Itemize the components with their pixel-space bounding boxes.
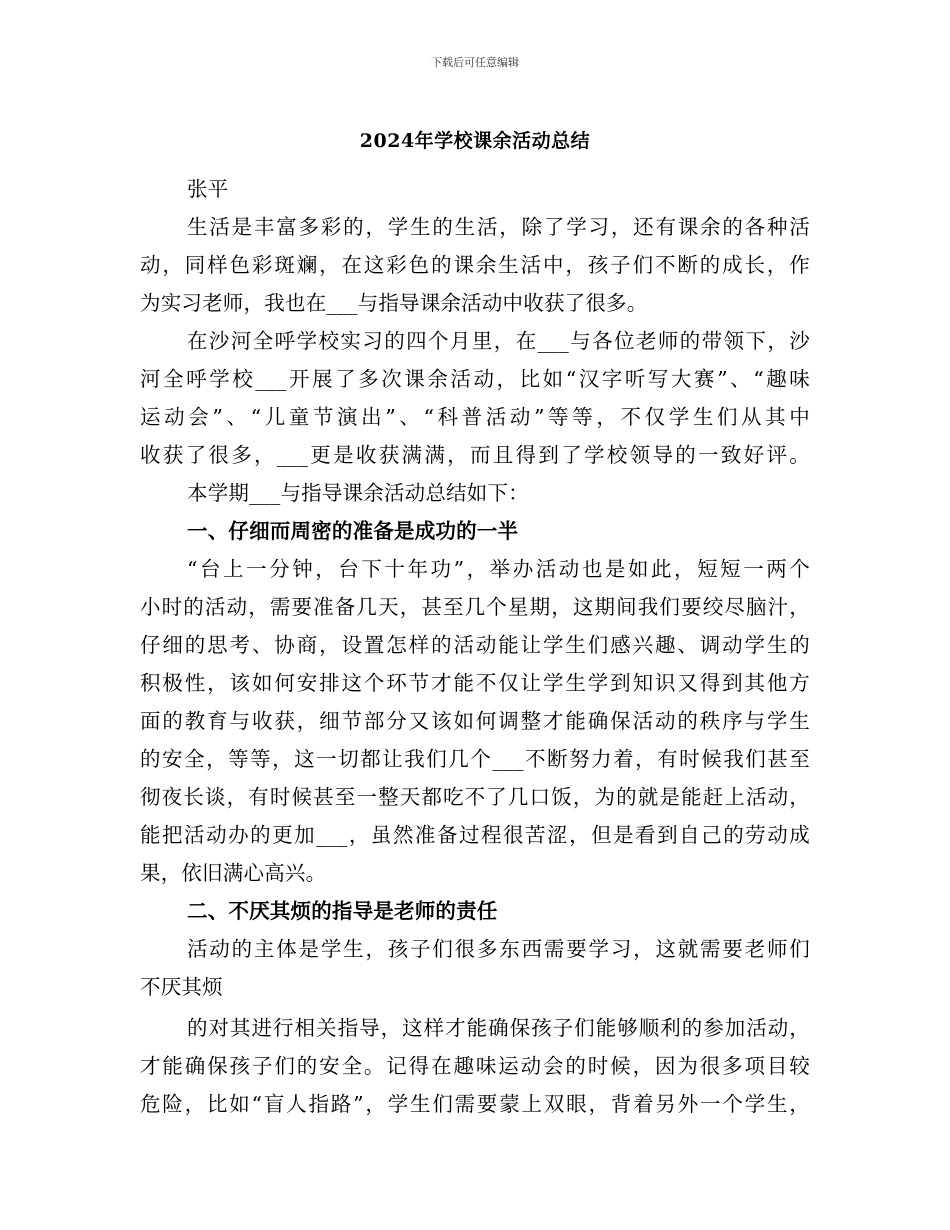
paragraph-line: 动，同样色彩斑斓，在这彩色的课余生活中，孩子们不断的成长，作 (140, 253, 810, 277)
section-heading-2: 二、不厌其烦的指导是老师的责任 (187, 899, 498, 923)
paragraph-line: 果，依旧满心高兴。 (140, 861, 327, 885)
paragraph-line: 危险，比如“盲人指路”，学生们需要蒙上双眼，背着另外一个学生， (140, 1092, 810, 1116)
paragraph-line: 仔细的思考、协商，设置怎样的活动能让学生们感兴趣、调动学生的 (140, 633, 810, 657)
paragraph-line: 运动会”、“儿童节演出”、“科普活动”等等，不仅学生们从其中 (140, 405, 810, 429)
paragraph-line: “台上一分钟，台下十年功”，举办活动也是如此，短短一两个 (187, 557, 810, 581)
paragraph-preparation (140, 550, 810, 892)
paragraph-line: 小时的活动，需要准备几天，甚至几个星期，这期间我们要绞尽脑汁， (140, 595, 810, 619)
paragraph-line: 活动的主体是学生，孩子们很多东西需要学习，这就需要老师们 (187, 937, 810, 961)
paragraph-line: 才能确保孩子们的安全。记得在趣味运动会的时候，因为很多项目较 (140, 1054, 810, 1078)
paragraph-line: 彻夜长谈，有时候甚至一整天都吃不了几口饭，为的就是能赶上活动， (140, 785, 810, 809)
paragraph-safety (140, 1009, 810, 1123)
paragraph-line: 为实习老师，我也在___与指导课余活动中收获了很多。 (140, 291, 648, 315)
document-title: 2024年学校课余活动总结 (359, 130, 591, 152)
section-heading-1: 一、仔细而周密的准备是成功的一半 (187, 519, 519, 543)
paragraph-line: 积极性，该如何安排这个环节才能不仅让学生学到知识又得到其他方 (140, 671, 810, 695)
author-name: 张平 (187, 177, 229, 201)
paragraph-line: 的对其进行相关指导，这样才能确保孩子们能够顺利的参加活动， (187, 1016, 810, 1040)
paragraph-line: 面的教育与收获，细节部分又该如何调整才能确保活动的秩序与学生 (140, 709, 810, 733)
paragraph-guidance (140, 930, 810, 1006)
paragraph-summary-intro: 本学期___与指导课余活动总结如下： (187, 481, 529, 505)
page-header-note: 下载后可任意编辑 (431, 56, 519, 69)
paragraph-line: 河全呼学校___开展了多次课余活动，比如“汉字听写大赛”、“趣味 (140, 367, 810, 391)
paragraph-line: 收获了很多，___更是收获满满，而且得到了学校领导的一致好评。 (140, 443, 810, 467)
paragraph-internship (140, 322, 810, 474)
paragraph-line: 在沙河全呼学校实习的四个月里，在___与各位老师的带领下，沙 (187, 329, 810, 353)
paragraph-intro (140, 208, 810, 322)
paragraph-line: 的安全，等等，这一切都让我们几个___不断努力着，有时候我们甚至 (140, 747, 810, 771)
paragraph-line: 能把活动办的更加___，虽然准备过程很苦涩，但是看到自己的劳动成 (140, 823, 810, 847)
document-body (140, 170, 810, 1123)
paragraph-line: 生活是丰富多彩的，学生的生活，除了学习，还有课余的各种活 (187, 215, 810, 239)
paragraph-line: 不厌其烦 (140, 975, 223, 999)
